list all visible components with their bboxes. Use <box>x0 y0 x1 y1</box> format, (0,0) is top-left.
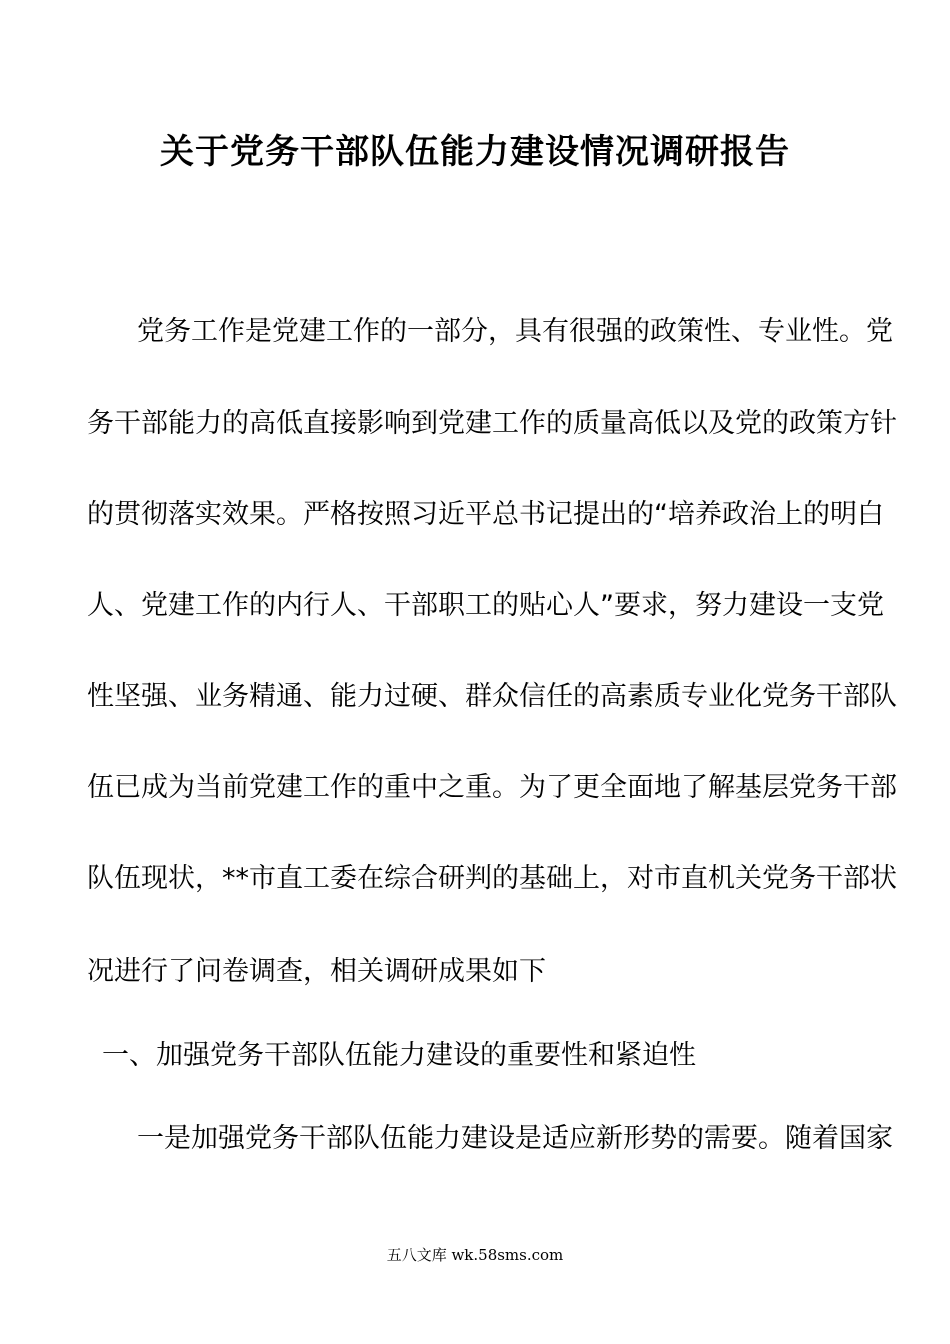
intro-line-8: 况进行了问卷调查，相关调研成果如下 <box>87 956 546 987</box>
footer-watermark: 五八文库 wk.58sms.com <box>386 1246 564 1264</box>
intro-line-6: 伍已成为当前党建工作的重中之重。为了更全面地了解基层党务干部 <box>87 772 897 803</box>
intro-line-3: 的贯彻落实效果。严格按照习近平总书记提出的“培养政治上的明白 <box>87 499 884 530</box>
intro-line-1: 党务工作是党建工作的一部分，具有很强的政策性、专业性。党 <box>137 316 893 347</box>
intro-line-4: 人、党建工作的内行人、干部职工的贴心人”要求，努力建设一支党 <box>87 590 884 621</box>
intro-line-5: 性坚强、业务精通、能力过硬、群众信任的高素质专业化党务干部队 <box>87 681 897 712</box>
intro-line-7: 队伍现状，**市直工委在综合研判的基础上，对市直机关党务干部状 <box>87 863 897 894</box>
section-heading: 一、加强党务干部队伍能力建设的重要性和紧迫性 <box>102 1040 696 1071</box>
intro-line-2: 务干部能力的高低直接影响到党建工作的质量高低以及党的政策方针 <box>87 408 897 439</box>
section-paragraph-line-1: 一是加强党务干部队伍能力建设是适应新形势的需要。随着国家 <box>137 1123 893 1154</box>
document-title: 关于党务干部队伍能力建设情况调研报告 <box>160 132 790 172</box>
